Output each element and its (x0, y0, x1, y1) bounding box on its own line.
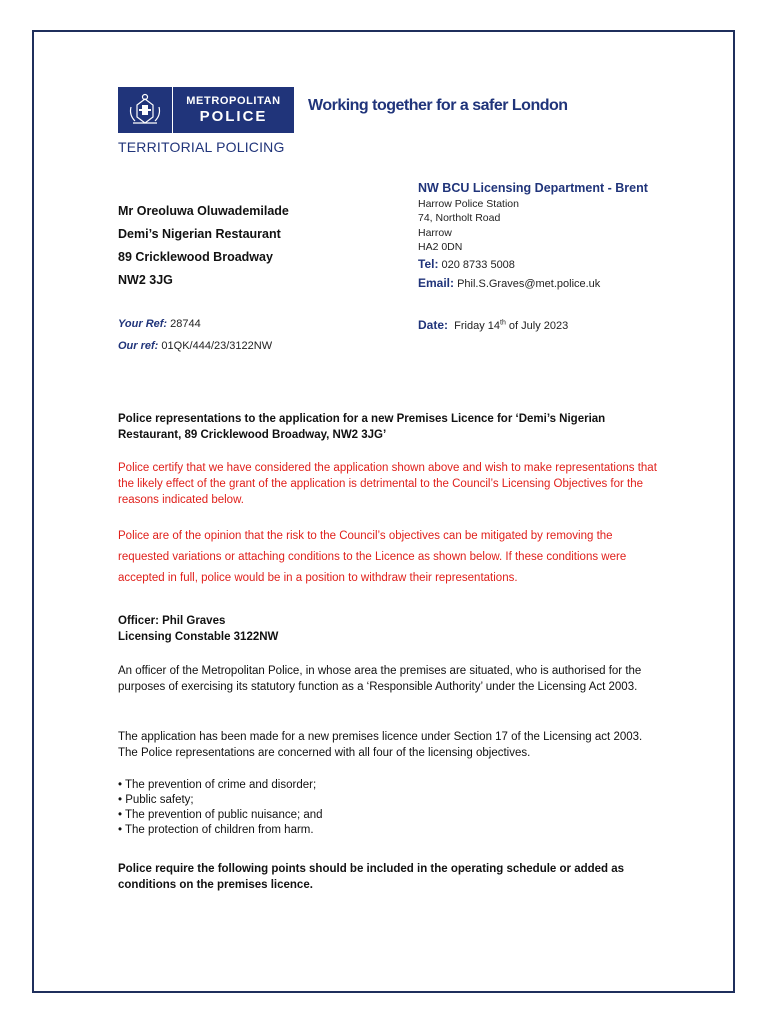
page-border (32, 30, 735, 993)
sender-email (418, 276, 600, 290)
sender-tel (418, 257, 515, 271)
your-ref (118, 318, 201, 330)
authority-paragraph: An officer of the Metropolitan Police, in whose area the premises are situated, who is authorised for the purposes of exercising its statutory function as a ‘Responsible Authority’ under the Licensing Act 2003. (118, 665, 642, 693)
list-item: • The prevention of public nuisance; and (118, 809, 323, 821)
tagline: Working together for a safer London (308, 97, 568, 114)
officer-name: Officer: Phil Graves (118, 615, 226, 627)
tel-value: 020 8733 5008 (441, 259, 515, 271)
list-item: • Public safety; (118, 794, 194, 806)
opinion-paragraph: Police are of the opinion that the risk to the Council’s objectives can be mitigated by removing the requested variations or attaching conditions to the Licence as shown below. If these conditions were accepted in full, police would be in a position to withdraw their representations. (118, 530, 627, 584)
letter-date (418, 318, 568, 332)
subject-heading: Police representations to the application for a new Premises Licence for ‘Demi’s Nigerian Restaurant, 89 Cricklewood Broadway, NW2 3JG’ (118, 413, 606, 441)
our-ref-value: 01QK/444/23/3122NW (161, 340, 273, 352)
sender-department: NW BCU Licensing Department - Brent (418, 181, 648, 195)
date-label: Date: (418, 318, 449, 332)
recipient-name: Mr Oreoluwa Oluwademilade (118, 204, 289, 218)
recipient-business: Demi’s Nigerian Restaurant (118, 227, 281, 241)
recipient-street: 89 Cricklewood Broadway (118, 250, 273, 264)
your-ref-value: 28744 (170, 318, 201, 330)
certify-paragraph: Police certify that we have considered the application shown above and wish to make representations that the likely effect of the grant of the application is detrimental to the Council’s Licensing Objectives for the reasons indicated below. (118, 462, 657, 506)
met-police-logo (118, 87, 294, 133)
date-post: of July 2023 (508, 320, 569, 332)
email-label: Email: (418, 276, 455, 290)
division-name: TERRITORIAL POLICING (118, 139, 285, 155)
met-police-crest-icon (118, 87, 172, 133)
recipient-postcode: NW2 3JG (118, 273, 173, 287)
sender-town: Harrow (418, 227, 452, 239)
our-ref (118, 340, 272, 352)
logo-line-metropolitan: METROPOLITAN (186, 95, 281, 107)
sender-station: Harrow Police Station (418, 198, 519, 210)
list-item: • The protection of children from harm. (118, 824, 314, 836)
logo-wordmark (172, 87, 294, 133)
application-paragraph: The application has been made for a new premises licence under Section 17 of the Licensing act 2003. The Police representations are concerned with all four of the licensing objectives. (118, 731, 643, 759)
your-ref-label: Your Ref: (118, 318, 168, 330)
objectives-list (118, 778, 658, 838)
tel-label: Tel: (418, 257, 439, 271)
date-sup: th (500, 319, 506, 327)
date-pre: Friday 14 (454, 320, 500, 332)
requirement-paragraph: Police require the following points should be included in the operating schedule or added as conditions on the premises licence. (118, 863, 625, 891)
officer-title: Licensing Constable 3122NW (118, 631, 279, 643)
sender-postcode: HA2 0DN (418, 241, 463, 253)
sender-street: 74, Northolt Road (418, 212, 501, 224)
our-ref-label: Our ref: (118, 340, 159, 352)
email-value: Phil.S.Graves@met.police.uk (457, 278, 601, 290)
list-item: • The prevention of crime and disorder; (118, 779, 317, 791)
logo-line-police: POLICE (199, 108, 268, 125)
